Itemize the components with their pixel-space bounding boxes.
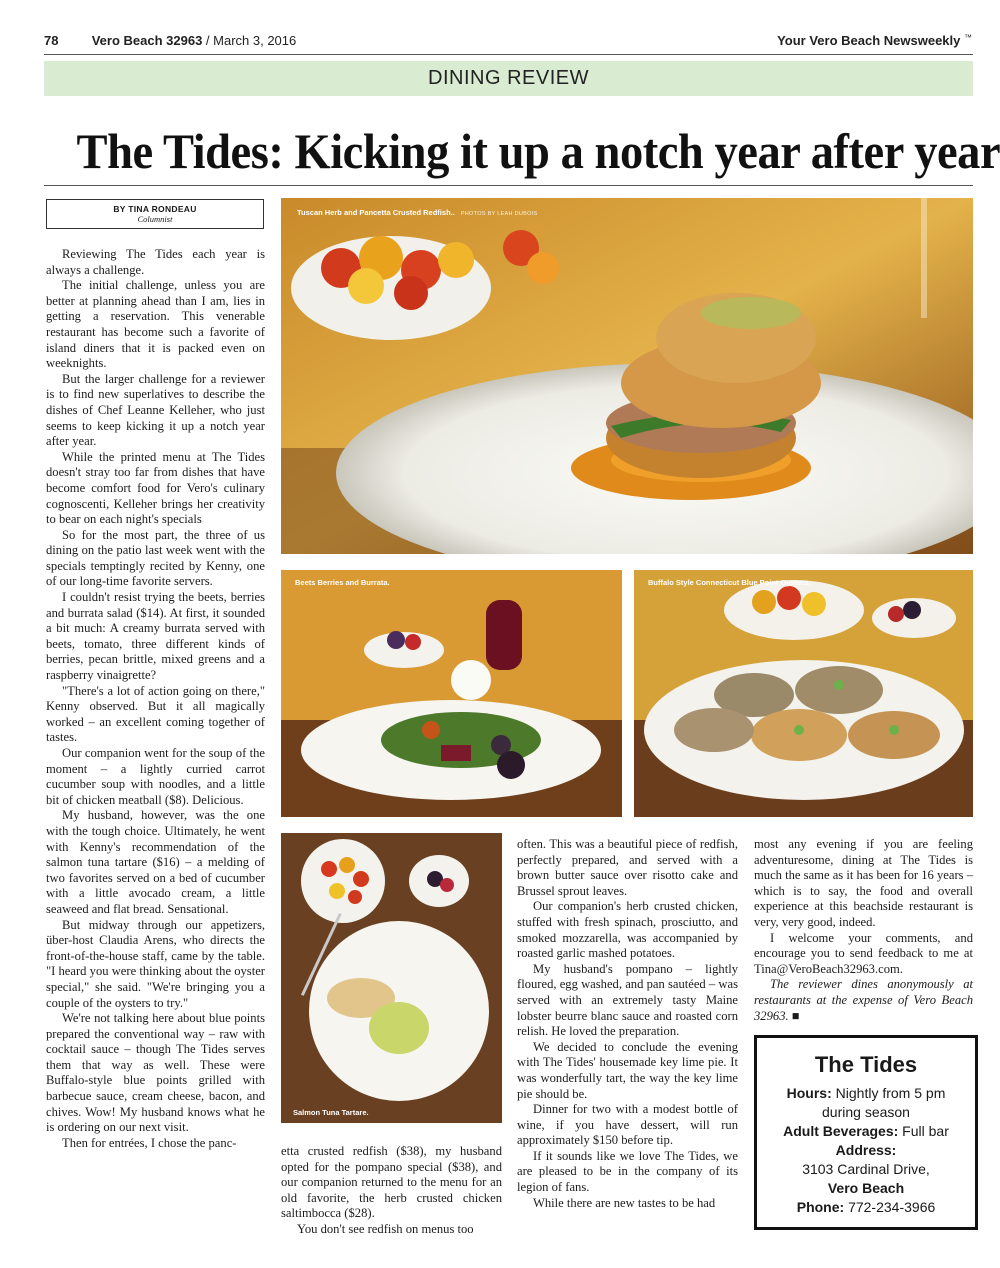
publication-tagline: Your Vero Beach Newsweekly bbox=[777, 33, 961, 48]
photo-tartare bbox=[281, 833, 502, 1123]
disclaimer-text: The reviewer dines anonymously at restaurants at the expense of Vero Beach 32963. bbox=[754, 977, 973, 1023]
byline-box bbox=[46, 199, 264, 229]
address-line-2 bbox=[757, 1179, 975, 1198]
end-mark: ■ bbox=[791, 1008, 800, 1023]
paragraph: Our companion's herb crusted chicken, stuffed with fresh spinach, prosciutto, and smoked mozzarella, was accompanied by roasted garlic mashed potatoes. bbox=[517, 899, 738, 961]
hours-value: Nightly from 5 pm bbox=[835, 1085, 946, 1101]
headline-rule bbox=[44, 185, 973, 186]
article-column-2 bbox=[281, 1144, 502, 1238]
byline-author: BY TINA RONDEAU bbox=[113, 204, 197, 214]
issue-date: / March 3, 2016 bbox=[205, 33, 297, 48]
paragraph: So for the most part, the three of us dining on the patio last week went with the specials temptingly recited by Kenny, one of our long-time favorite servers. bbox=[46, 527, 265, 589]
paragraph: I couldn't resist trying the beets, berries and burrata salad ($14). At first, it sounded a bit much: A creamy burrata served with beets, tomato, three different kinds of berries, pecan brittle, mixed greens and a raspberry vinaigrette? bbox=[46, 590, 265, 683]
photo-beets bbox=[281, 570, 622, 817]
infobox-beverages bbox=[757, 1122, 975, 1141]
paragraph: We decided to conclude the evening with The Tides' housemade key lime pie. It was wonderfully tart, the way the key lime pie should be. bbox=[517, 1039, 738, 1101]
photo-credit: PHOTOS BY LEAH DUBOIS bbox=[460, 211, 538, 217]
page-number: 78 bbox=[44, 33, 59, 48]
photo-redfish bbox=[281, 198, 973, 554]
article-column-1 bbox=[46, 247, 265, 1151]
paragraph: While there are new tastes to be had bbox=[533, 1195, 716, 1210]
hours-value-2: during season bbox=[822, 1104, 910, 1120]
infobox-name: The Tides bbox=[814, 1052, 918, 1077]
trademark: ™ bbox=[964, 33, 972, 42]
paragraph: My husband, however, was the one with the tough choice. Ultimately, he went with Kenny's recommendation of the salmon tuna tartare ($16) – a melding of two favorites served on a bed of cucumber with a little avocado cream, a little seaweed and flat bread. Sensational. bbox=[46, 808, 265, 916]
paragraph: Reviewing The Tides each year is always a challenge. bbox=[46, 247, 265, 277]
paragraph: most any evening if you are feeling adventuresome, dining at The Tides is much the same as it has been for 16 years – which is to say, the food and overall experience at this beachside restaurant is very, very good, indeed. bbox=[754, 837, 973, 929]
hours-label: Hours: bbox=[786, 1085, 832, 1101]
caption-redfish-text: Tuscan Herb and Pancetta Crusted Redfish.. bbox=[297, 208, 455, 217]
page-header-left bbox=[44, 33, 296, 48]
section-label: DINING REVIEW bbox=[428, 67, 589, 89]
article-column-4 bbox=[754, 837, 973, 1024]
paragraph: But the larger challenge for a reviewer is to find new superlatives to describe the dishes of Chef Leanne Kelleher, who just seems to keep kicking it up a notch year after year. bbox=[46, 371, 265, 449]
beverages-value: Full bar bbox=[902, 1123, 949, 1139]
paragraph: The initial challenge, unless you are better at planning ahead than I am, lies in getting a reservation. This venerable restaurant has become such a favorite of island diners that it is packed even on weeknights. bbox=[46, 278, 265, 371]
infobox-address bbox=[757, 1141, 975, 1160]
address-label: Address: bbox=[835, 1142, 897, 1158]
restaurant-infobox bbox=[754, 1035, 978, 1230]
paragraph: "There's a lot of action going on there," Kenny observed. But it all magically worked – an excellent coming together of tastes. bbox=[46, 683, 265, 745]
section-band bbox=[44, 61, 973, 96]
caption-oysters: Buffalo Style Connecticut Blue Point Oysters. bbox=[648, 578, 811, 587]
address-line-1: 3103 Cardinal Drive, bbox=[802, 1161, 930, 1177]
paragraph: Then for entrées, I chose the panc- bbox=[62, 1135, 237, 1150]
photo-oysters bbox=[634, 570, 973, 817]
paragraph: If it sounds like we love The Tides, we are pleased to be in the company of its legion of fans. bbox=[517, 1148, 738, 1195]
paragraph: But midway through our appetizers, über-host Claudia Arens, who directs the front-of-the-house staff, came by the table. "I heard you were thinking about the oyster special," she said. "We're bringing you a couple of the oysters to try." bbox=[46, 917, 265, 1010]
paragraph: Our companion went for the soup of the moment – a lightly curried carrot cucumber soup with noodles, and a little bit of chicken meatball ($8). Delicious. bbox=[46, 746, 265, 807]
page-header-right bbox=[777, 33, 972, 48]
paragraph: My husband's pompano – lightly floured, egg washed, and pan sautéed – was served with an extremely tasty Maine lobster beurre blanc sauce and roasted corn relish. He loved the preparation. bbox=[517, 961, 738, 1039]
infobox-hours bbox=[757, 1084, 975, 1103]
phone-label: Phone: bbox=[796, 1199, 845, 1215]
phone-value: 772-234-3966 bbox=[848, 1199, 936, 1215]
disclaimer bbox=[754, 977, 973, 1024]
paragraph: Dinner for two with a modest bottle of wine, if you have dessert, will run approximately $150 before tip. bbox=[517, 1102, 738, 1148]
paragraph: You don't see redfish on menus too bbox=[297, 1221, 474, 1236]
infobox-phone bbox=[757, 1198, 975, 1217]
address-line-2-text: Vero Beach bbox=[827, 1180, 905, 1196]
paragraph: etta crusted redfish ($38), my husband opted for the pompano special ($38), and our companion returned to the menu for an old favorite, the herb crusted chicken saltimbocca ($28). bbox=[281, 1144, 502, 1221]
caption-redfish bbox=[297, 208, 538, 217]
paragraph: While the printed menu at The Tides doesn't stray too far from dishes that have become comfort food for Vero's culinary cognoscenti, Kelleher brings her creativity to bear on each night's specials bbox=[46, 449, 265, 527]
beverages-label: Adult Beverages: bbox=[783, 1123, 899, 1139]
paragraph: I welcome your comments, and encourage you to send feedback to me at Tina@VeroBeach32963.com. bbox=[754, 930, 973, 976]
caption-tartare: Salmon Tuna Tartare. bbox=[293, 1108, 369, 1117]
publication-name: Vero Beach 32963 bbox=[91, 33, 203, 48]
byline-role: Columnist bbox=[137, 214, 173, 224]
caption-beets: Beets Berries and Burrata. bbox=[295, 578, 390, 587]
article-column-3 bbox=[517, 837, 738, 1211]
header-rule bbox=[44, 54, 973, 55]
headline: The Tides: Kicking it up a notch year after year bbox=[76, 123, 1000, 179]
paragraph: often. This was a beautiful piece of redfish, perfectly prepared, and served with a brown butter sauce over risotto cake and Brussel sprout leaves. bbox=[517, 837, 738, 898]
paragraph: We're not talking here about blue points prepared the conventional way – raw with cocktail sauce – though The Tides serves them that way as well. These were Buffalo-style blue points grilled with barbecue sauce, cream cheese, bacon, and chives. Wow! My husband knows what he is ordering on our next visit. bbox=[46, 1011, 265, 1135]
